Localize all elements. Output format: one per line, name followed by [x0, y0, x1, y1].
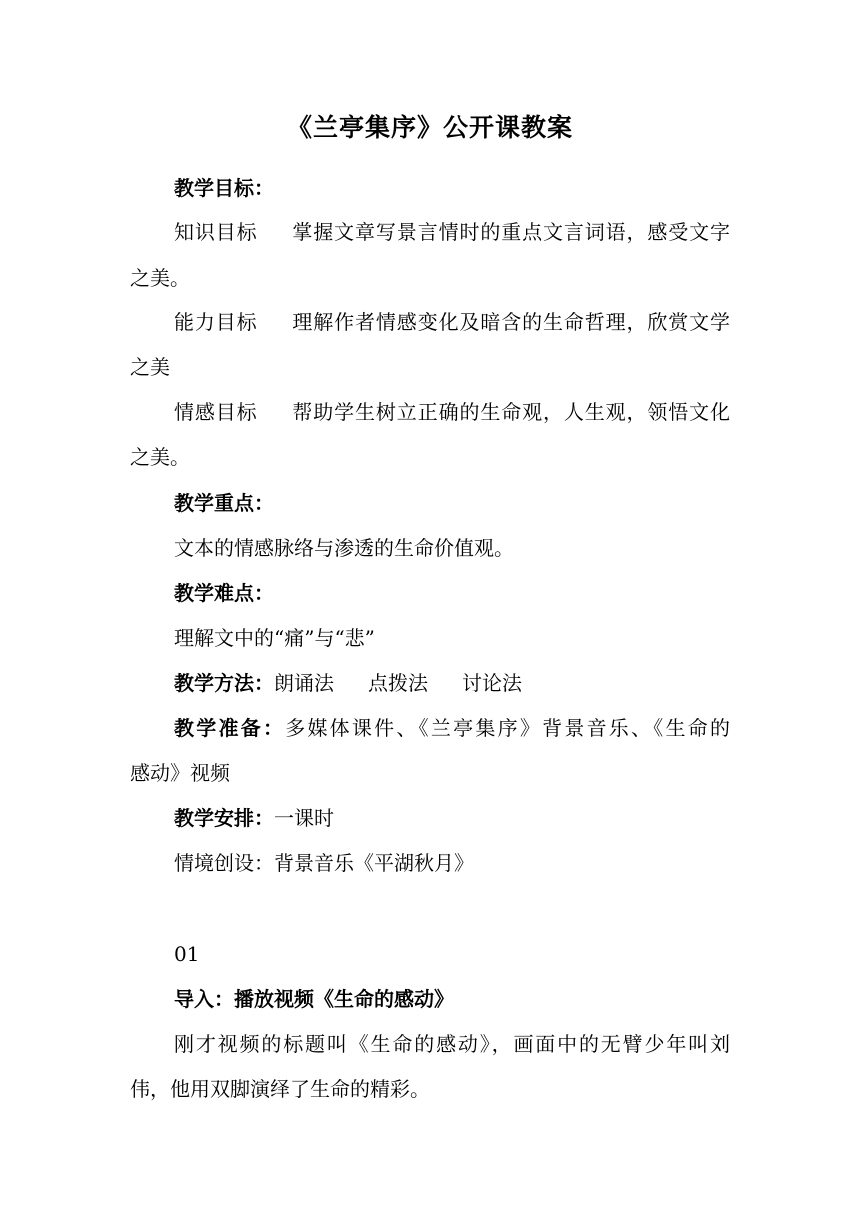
ability-text-cont: 之美: [130, 355, 170, 379]
method-recitation: 朗诵法: [274, 671, 334, 695]
key-text: 文本的情感脉络与渗透的生命价值观。: [174, 536, 514, 560]
emotion-text: 帮助学生树立正确的生命观，人生观，领悟文化: [291, 400, 731, 424]
schedule-line: [174, 804, 730, 832]
difficulty-heading: 教学难点：: [174, 581, 274, 605]
prep-text-cont: 感动》视频: [130, 761, 230, 785]
schedule-text: 一课时: [274, 806, 334, 830]
knowledge-text-cont: 之美。: [130, 266, 190, 290]
intro-heading: 导入：播放视频《生命的感动》: [174, 987, 454, 1011]
prep-text: 多媒体课件、《兰亭集序》背景音乐、《生命的: [285, 716, 731, 740]
prep-label: 教学准备：: [174, 716, 286, 740]
emotion-label: 情感目标: [174, 400, 258, 424]
method-guidance: 点拨法: [368, 671, 428, 695]
schedule-label: 教学安排：: [174, 806, 274, 830]
ability-label: 能力目标: [174, 310, 258, 334]
goals-heading: 教学目标：: [174, 176, 274, 200]
ability-goal: [174, 308, 730, 336]
ability-text: 理解作者情感变化及暗含的生命哲理，欣赏文学: [291, 310, 731, 334]
section-number: 01: [174, 942, 200, 966]
paragraph-line-1: 刚才视频的标题叫《生命的感动》，画面中的无臂少年叫刘: [174, 1032, 730, 1056]
method-discussion: 讨论法: [462, 671, 522, 695]
emotion-goal: [174, 398, 730, 426]
paragraph-line-2: 伟，他用双脚演绎了生命的精彩。: [130, 1077, 430, 1101]
prep-line: [174, 714, 730, 742]
scenario-line: 情境创设：背景音乐《平湖秋月》: [174, 851, 474, 875]
emotion-text-cont: 之美。: [130, 445, 190, 469]
difficulty-text: 理解文中的“痛”与“悲”: [174, 626, 375, 650]
knowledge-label: 知识目标: [174, 220, 258, 244]
key-heading: 教学重点：: [174, 491, 274, 515]
knowledge-text: 掌握文章写景言情时的重点文言词语，感受文字: [291, 220, 731, 244]
page-title: 《兰亭集序》公开课教案: [286, 113, 573, 142]
methods-line: [174, 669, 730, 697]
knowledge-goal: [174, 218, 730, 246]
methods-label: 教学方法：: [174, 671, 274, 695]
